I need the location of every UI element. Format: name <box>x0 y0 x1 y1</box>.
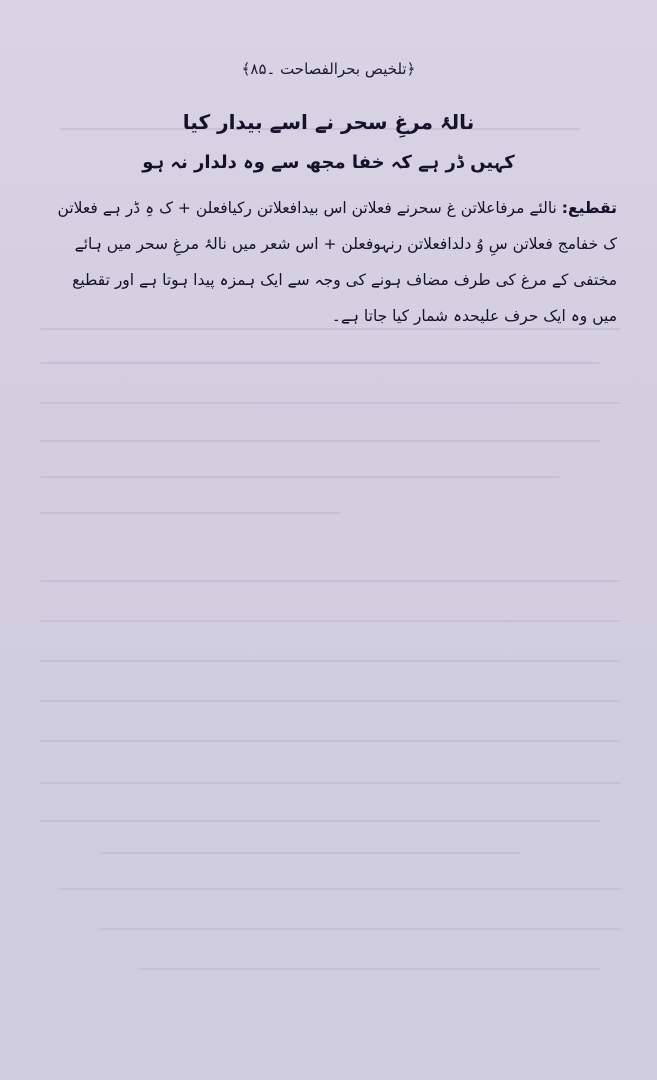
page-header: ﴿تلخیص بحرالفصاحت ۔۸۵﴾ <box>241 60 416 78</box>
taqti-text: نالئے مرفاعلاتن غ سحرنے فعلاتن اس بیدافعلاتن رکیافعلن + ک ہِ ڈر ہے فعلاتن ک خفامج فعلاتن سِ وُ دلدافعلاتن رنہوفعلن + اس شعر میں نالۂ مرغِ سحر میں ہائے مختفی کے مرغ کی طرف مضاف ہونے کی وجہ سے ایک ہمزہ پیدا ہوتا ہے اور تقطیع میں وہ ایک حرف علیحدہ شمار کیا جاتا ہے۔ <box>57 199 617 325</box>
taqti-paragraph <box>54 190 617 334</box>
verse-line-1: نالۂ مرغِ سحر نے اسے بیدار کیا <box>182 110 475 134</box>
taqti-label: تقطیع: <box>561 199 617 217</box>
verse-line-2: کہیں ڈر ہے کہ خفا مجھ سے وہ دلدار نہ ہو <box>142 152 515 173</box>
